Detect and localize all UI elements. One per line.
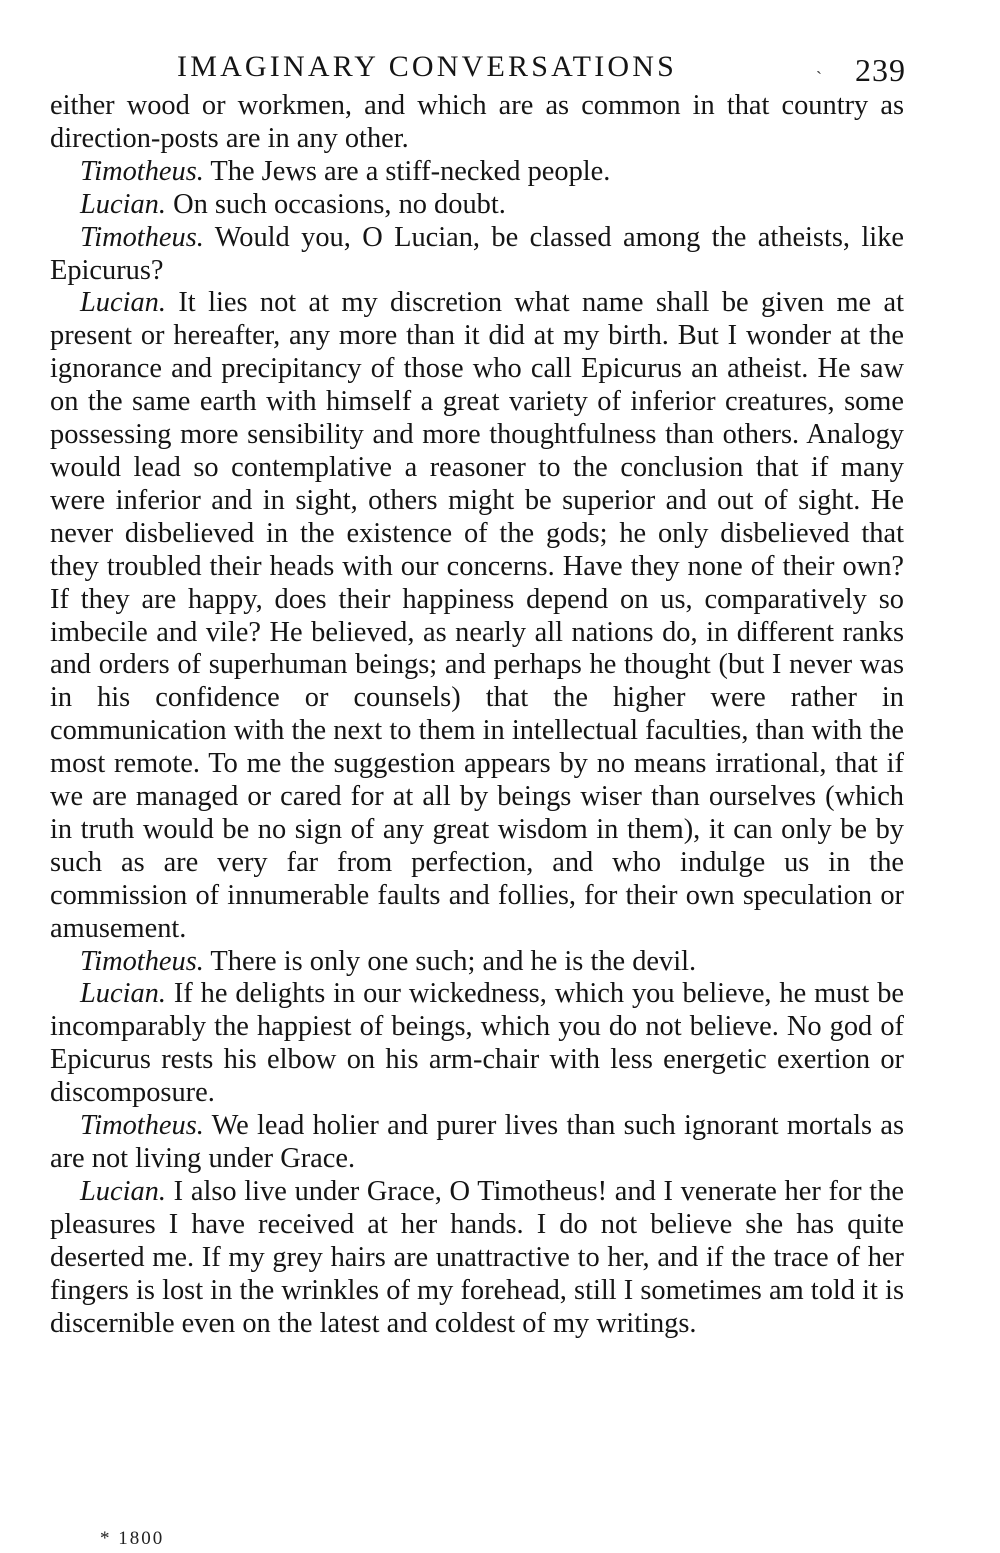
speech-text: Would you, O Lucian, be classed among the atheists, like Epicurus?: [50, 221, 904, 286]
dialogue-paragraph: [50, 946, 904, 979]
footnote: * 1800: [100, 1528, 165, 1549]
dialogue-paragraph: [50, 90, 904, 156]
speaker-name: Lucian.: [80, 287, 166, 319]
dialogue-paragraph: [50, 156, 904, 189]
dialogue-paragraph: [50, 189, 904, 222]
speech-text: The Jews are a stiff-necked people.: [203, 155, 611, 187]
speech-text: We lead holier and purer lives than such ignorant mortals as are not living under Grace.: [50, 1110, 904, 1174]
running-head-mark: ˎ: [816, 54, 822, 74]
speaker-name: Timotheus.: [80, 221, 204, 253]
speaker-name: Lucian.: [80, 1175, 166, 1207]
speech-text: It lies not at my discretion what name shall be given me at present or hereafter, any more than it did at my birth. But I wonder at the ignorance and precipitancy of those who call Epicurus an atheist. He saw on the same earth with himself a great variety of inferior creatures, some possessing more sensibility and more thoughtfulness than others. Analogy would lead so contemplative a reasoner to the conclusion that if many were inferior and in sight, others might be superior and out of sight. He never disbelieved in the existence of the gods; he only disbelieved that they troubled their heads with our concerns. Have they none of their own? If they are happy, does their happiness depend on us, comparatively so imbecile and vile? He believed, as nearly all nations do, in different ranks and orders of superhuman beings; and perhaps he thought (but I never was in his confidence or counsels) that the higher were rather in communication with the next to them in intellectual faculties, than with the most remote. To me the suggestion appears by no means irrational, that if we are managed or cared for at all by beings wiser than ourselves (which in truth would be no sign of any great wisdom in them), it can only be by such as are very far from perfection, and who indulge us in the commission of innumerable faults and follies, for their own speculation or amusement.: [50, 287, 904, 944]
speech-text: I also live under Grace, O Timotheus! and I venerate her for the pleasures I have received at her hands. I do not believe she has quite deserted me. If my grey hairs are unattractive to her, and if the trace of her fingers is lost in the wrinkles of my forehead, still I sometimes am told it is discernible even on the latest and coldest of my writings.: [50, 1175, 904, 1339]
speaker-name: Timotheus.: [80, 945, 204, 977]
dialogue-paragraph: [50, 1110, 904, 1176]
dialogue-paragraph: [50, 978, 904, 1110]
book-page: [50, 48, 904, 1340]
speech-text: There is only one such; and he is the devil.: [203, 945, 697, 977]
speech-text: either wood or workmen, and which are as common in that country as direction-posts are in any other.: [50, 90, 904, 154]
running-title: IMAGINARY CONVERSATIONS: [177, 50, 678, 83]
dialogue-paragraph: [50, 222, 904, 288]
page-number: 239: [855, 52, 906, 88]
speaker-name: Lucian.: [80, 188, 166, 220]
dialogue-text: [50, 90, 904, 1340]
speech-text: If he delights in our wickedness, which you believe, he must be incomparably the happiest of beings, which you do not believe. No god of Epicurus rests his elbow on his arm-chair with less energetic exertion or discomposure.: [50, 978, 904, 1109]
speaker-name: Lucian.: [80, 978, 166, 1010]
dialogue-paragraph: [50, 287, 904, 945]
running-head: [50, 48, 904, 90]
speech-text: On such occasions, no doubt.: [165, 188, 506, 220]
speaker-name: Timotheus.: [80, 155, 204, 187]
dialogue-paragraph: [50, 1176, 904, 1341]
speaker-name: Timotheus.: [80, 1110, 204, 1142]
